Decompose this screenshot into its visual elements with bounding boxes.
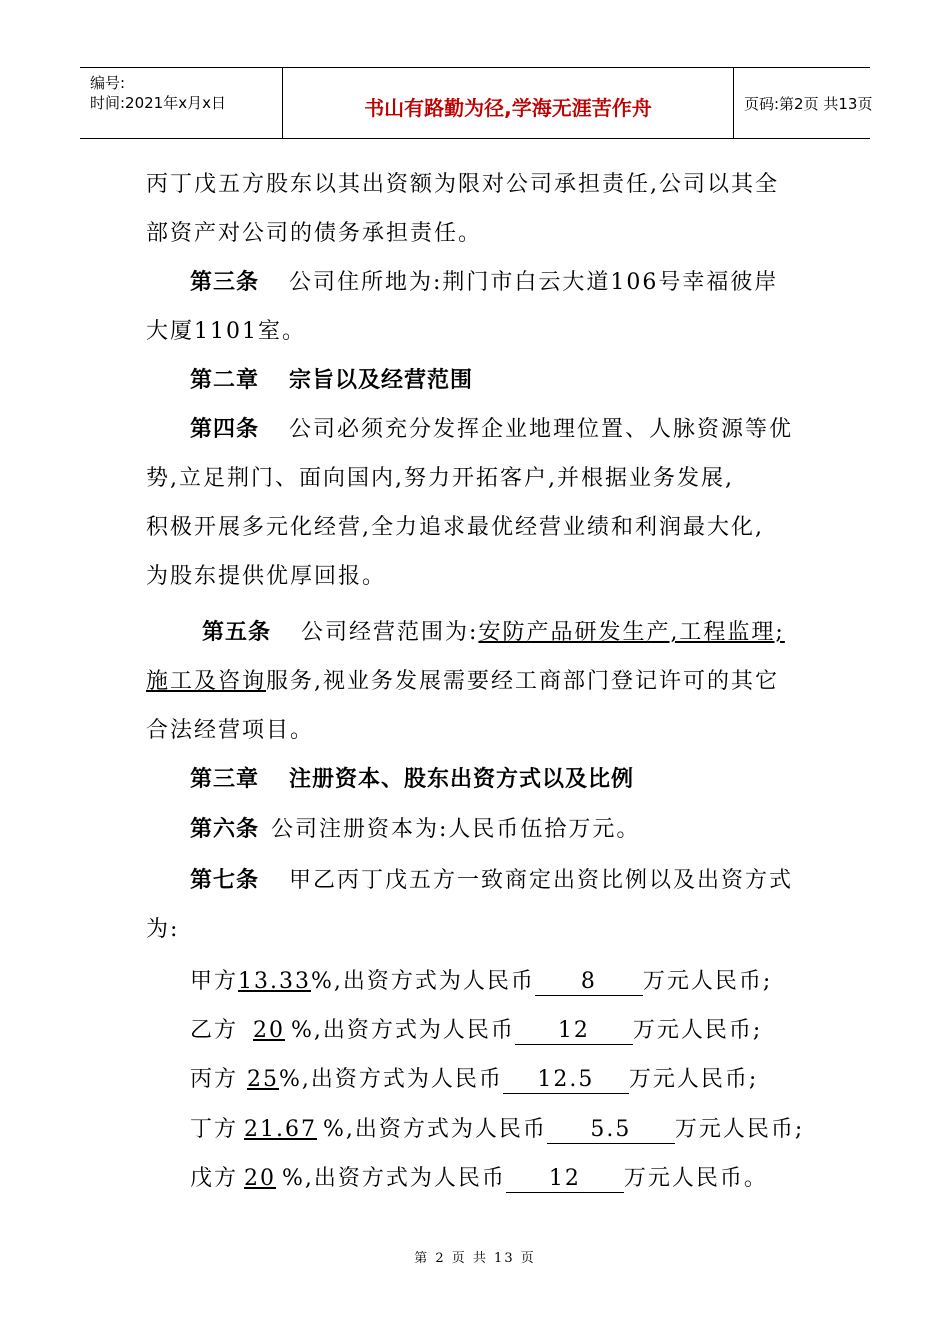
header-right-cell bbox=[732, 68, 873, 138]
article-title: 第三条 bbox=[190, 270, 260, 295]
share-percent: 25 bbox=[247, 1067, 280, 1092]
chapter-number: 第二章 bbox=[190, 368, 260, 393]
article-7 bbox=[190, 866, 793, 896]
date-label: 时间:2021年x月x日 bbox=[90, 94, 226, 112]
amount-blank: 12 bbox=[506, 1166, 624, 1193]
header-page-info: 页码:第2页 共13页 bbox=[744, 95, 873, 113]
amount-unit: 万元人民币; bbox=[632, 1018, 763, 1043]
shareholder-line bbox=[190, 1115, 804, 1145]
amount-blank: 8 bbox=[535, 969, 643, 996]
header-middle-cell bbox=[282, 68, 734, 138]
paragraph-line: 丙丁戊五方股东以其出资额为限对公司承担责任,公司以其全 bbox=[146, 172, 779, 197]
shareholder-line bbox=[190, 1164, 768, 1194]
business-scope-underlined: 施工及咨询 bbox=[146, 669, 267, 694]
article-text: 公司必须充分发挥企业地理位置、人脉资源等优 bbox=[289, 417, 794, 442]
article-title: 第六条 bbox=[190, 817, 260, 842]
contribution-method: %,出资方式为人民币 bbox=[323, 1117, 547, 1142]
amount-unit: 万元人民币; bbox=[642, 969, 773, 994]
serial-label: 编号: bbox=[90, 74, 126, 92]
contribution-method: %,出资方式为人民币 bbox=[279, 1067, 503, 1092]
contribution-method: %,出资方式为人民币 bbox=[311, 969, 535, 994]
article-5-line-2 bbox=[146, 667, 779, 697]
paragraph-line: 大厦1101室。 bbox=[146, 319, 306, 344]
chapter-title: 注册资本、股东出资方式以及比例 bbox=[289, 767, 635, 792]
paragraph-line: 势,立足荆门、面向国内,努力开拓客户,并根据业务发展, bbox=[146, 466, 734, 491]
share-percent: 20 bbox=[253, 1018, 286, 1043]
party-name: 丁方 bbox=[190, 1117, 239, 1142]
amount-unit: 万元人民币。 bbox=[623, 1166, 768, 1191]
party-name: 甲方 bbox=[190, 969, 239, 994]
paragraph-line: 为股东提供优厚回报。 bbox=[146, 564, 387, 589]
article-text: 服务,视业务发展需要经工商部门登记许可的其它 bbox=[266, 669, 780, 694]
party-name: 丙方 bbox=[190, 1067, 239, 1092]
amount-unit: 万元人民币; bbox=[674, 1117, 805, 1142]
shareholder-line bbox=[190, 967, 772, 997]
share-percent: 13.33 bbox=[238, 969, 311, 994]
article-5 bbox=[202, 618, 785, 648]
article-6 bbox=[190, 815, 640, 845]
article-title: 第七条 bbox=[190, 868, 260, 893]
party-name: 乙方 bbox=[190, 1018, 239, 1043]
article-title: 第五条 bbox=[202, 620, 272, 645]
paragraph-line: 为: bbox=[146, 917, 180, 942]
page-footer: 第 2 页 共 13 页 bbox=[414, 1251, 536, 1266]
article-3 bbox=[190, 268, 778, 298]
contribution-method: %,出资方式为人民币 bbox=[291, 1018, 515, 1043]
page-header bbox=[80, 67, 873, 139]
article-text: 公司经营范围为: bbox=[301, 620, 479, 645]
shareholder-line bbox=[190, 1016, 762, 1046]
article-text: 公司注册资本为:人民币伍拾万元。 bbox=[271, 817, 641, 842]
header-left-cell bbox=[80, 68, 282, 138]
shareholder-line bbox=[190, 1065, 758, 1095]
amount-blank: 12.5 bbox=[503, 1067, 629, 1094]
article-text: 公司住所地为:荆门市白云大道106号幸福彼岸 bbox=[289, 270, 779, 295]
chapter-title: 宗旨以及经营范围 bbox=[289, 368, 474, 393]
amount-blank: 12 bbox=[515, 1018, 633, 1045]
article-title: 第四条 bbox=[190, 417, 260, 442]
chapter-2-heading bbox=[190, 366, 473, 396]
share-percent: 21.67 bbox=[244, 1117, 317, 1142]
article-4 bbox=[190, 415, 793, 445]
paragraph-line: 积极开展多元化经营,全力追求最优经营业绩和利润最大化, bbox=[146, 515, 764, 540]
paragraph-line: 合法经营项目。 bbox=[146, 718, 315, 743]
article-text: 甲乙丙丁戊五方一致商定出资比例以及出资方式 bbox=[289, 868, 794, 893]
paragraph-line: 部资产对公司的债务承担责任。 bbox=[146, 221, 483, 246]
chapter-number: 第三章 bbox=[190, 767, 260, 792]
share-percent: 20 bbox=[244, 1166, 277, 1191]
amount-unit: 万元人民币; bbox=[628, 1067, 759, 1092]
chapter-3-heading bbox=[190, 765, 634, 795]
party-name: 戊方 bbox=[190, 1166, 239, 1191]
amount-blank: 5.5 bbox=[547, 1117, 675, 1144]
business-scope-underlined: 安防产品研发生产,工程监理; bbox=[478, 620, 785, 645]
header-motto: 书山有路勤为径,学海无涯苦作舟 bbox=[364, 96, 652, 120]
contribution-method: %,出资方式为人民币 bbox=[282, 1166, 506, 1191]
